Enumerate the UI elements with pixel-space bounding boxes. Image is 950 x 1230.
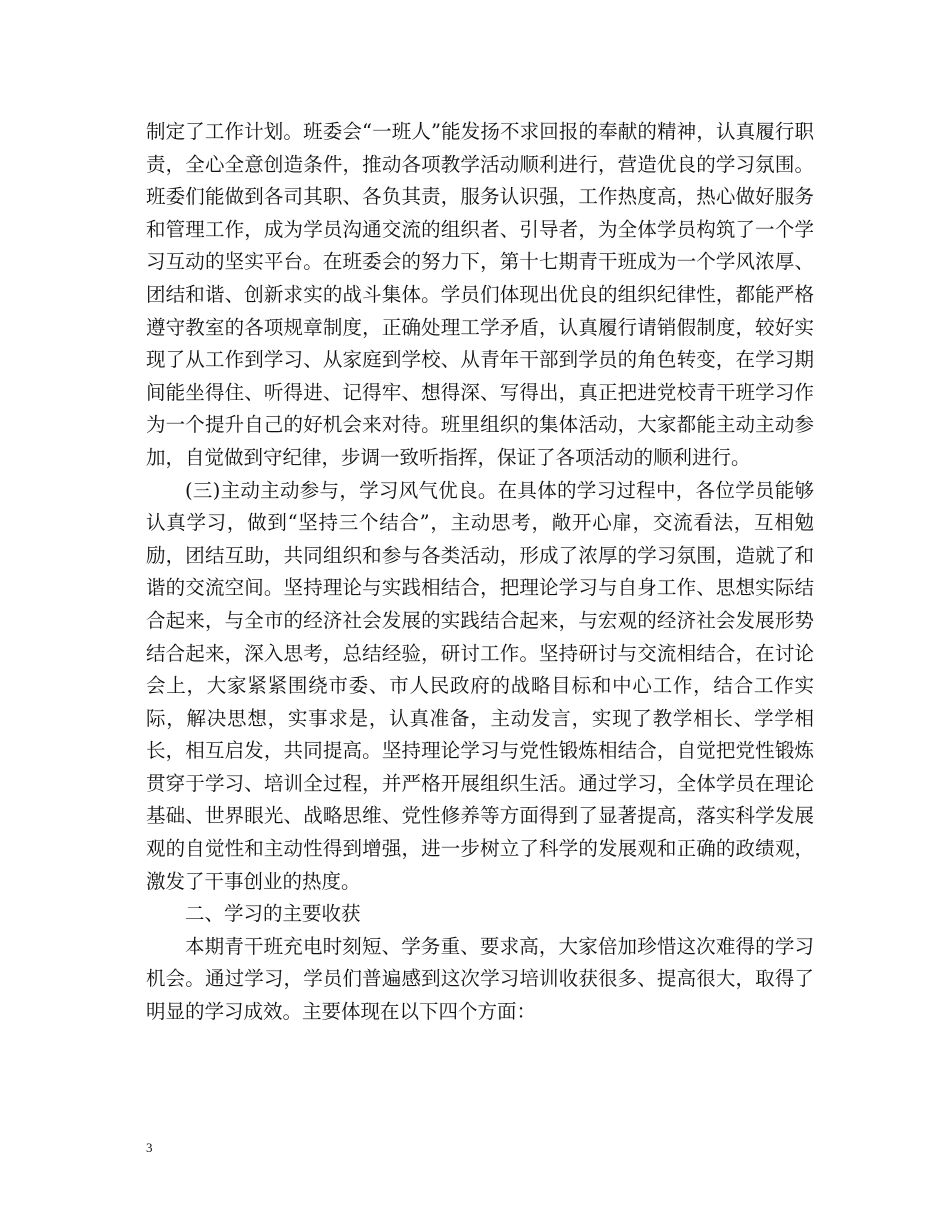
body-paragraph-2: (三)主动主动参与，学习风气优良。在具体的学习过程中，各位学员能够认真学习，做到“坚持三个结合”，主动思考，敞开心扉，交流看法，互相勉励，团结互助，共同组织和参与各类活动，形成了浓厚的学习氛围，造就了和谐的交流空间。坚持理论与实践相结合，把理论学习与自身工作、思想实际结合起来，与全市的经济社会发展的实践结合起来，与宏观的经济社会发展形势结合起来，深入思考，总结经验，研讨工作。坚持研讨与交流相结合，在讨论会上，大家紧紧围绕市委、市人民政府的战略目标和中心工作，结合工作实际，解决思想，实事求是，认真准备，主动发言，实现了教学相长、学学相长，相互启发，共同提高。坚持理论学习与党性锻炼相结合，自觉把党性锻炼贯穿于学习、培训全过程，并严格开展组织生活。通过学习，全体学员在理论基础、世界眼光、战略思维、党性修养等方面得到了显著提高，落实科学发展观的自觉性和主动性得到增强，进一步树立了科学的发展观和正确的政绩观，激发了干事创业的热度。 bbox=[146, 478, 814, 893]
body-paragraph-3: 本期青干班充电时刻短、学务重、要求高，大家倍加珍惜这次难得的学习机会。通过学习，学员们普遍感到这次学习培训收获很多、提高很大，取得了明显的学习成效。主要体现在以下四个方面： bbox=[146, 934, 814, 1024]
page-number: 3 bbox=[146, 1140, 153, 1155]
section-heading: 二、学习的主要收获 bbox=[185, 902, 361, 926]
body-paragraph-1: 制定了工作计划。班委会“一班人”能发扬不求回报的奉献的精神，认真履行职责，全心全意创造条件，推动各项教学活动顺利进行，营造优良的学习氛围。班委们能做到各司其职、各负其责，服务认识强，工作热度高，热心做好服务和管理工作，成为学员沟通交流的组织者、引导者，为全体学员构筑了一个学习互动的坚实平台。在班委会的努力下，第十七期青干班成为一个学风浓厚、团结和谐、创新求实的战斗集体。学员们体现出优良的组织纪律性，都能严格遵守教室的各项规章制度，正确处理工学矛盾，认真履行请销假制度，较好实现了从工作到学习、从家庭到学校、从青年干部到学员的角色转变，在学习期间能坐得住、听得进、记得牢、想得深、写得出，真正把进党校青干班学习作为一个提升自己的好机会来对待。班里组织的集体活动，大家都能主动主动参加，自觉做到守纪律，步调一致听指挥，保证了各项活动的顺利进行。 bbox=[146, 120, 814, 469]
document-body bbox=[146, 116, 814, 1029]
